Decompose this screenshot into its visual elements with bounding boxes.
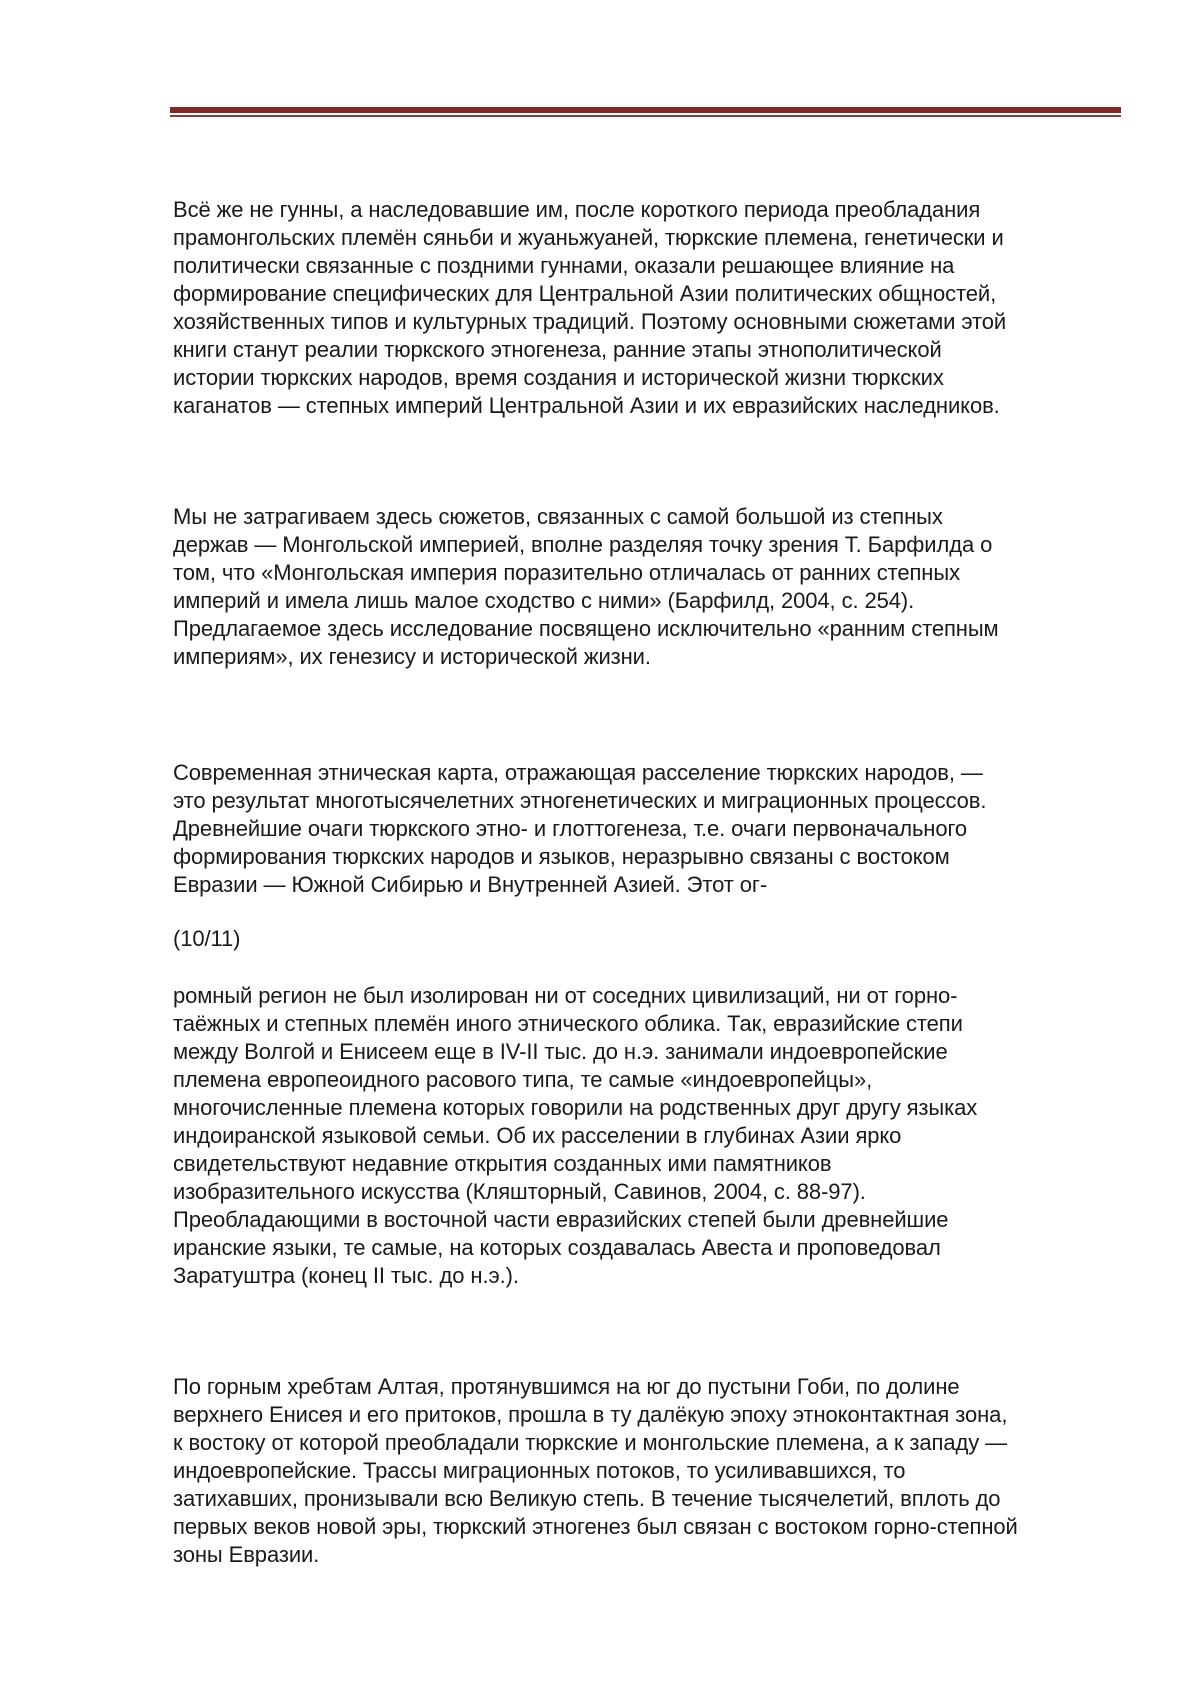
paragraph-5: По горным хребтам Алтая, протянувшимся на юг до пустыни Гоби, по долине верхнего Енисея и его притоков, прошла в ту далёкую эпоху этноконтактная зона, к востоку от которой преобладали тюркские и монгольские племена, а к западу — индоевропейские. Трассы миграционных потоков, то усиливавшихся, то затихавших, пронизывали всю Великую степь. В течение тысячелетий, вплоть до первых веков новой эры, тюркский этногенез был связан с востоком горно-степной зоны Евразии. [173, 1374, 1018, 1567]
paragraph-2: Мы не затрагиваем здесь сюжетов, связанных с самой большой из степных держав — Монгольской империей, вполне разделяя точку зрения Т. Барфилда о том, что «Монгольская империя поразительно отличалась от ранних степных империй и имела лишь малое сходство с ними» (Барфилд, 2004, с. 254). Предлагаемое здесь исследование посвящено исключительно «ранним степным империям», их генезису и исторической жизни. [173, 504, 999, 669]
page-marker: (10/11) [173, 926, 241, 951]
paragraph-4: ромный регион не был изолирован ни от соседних цивилизаций, ни от горно- таёжных и степных племён иного этнического облика. Так, евразийские степи между Волгой и Енисеем еще в IV-II тыс. до н.э. занимали индоевропейские племена европеоидного расового типа, те самые «индоевропейцы», многочисленные племена которых говорили на родственных друг другу языках индоиранской языковой семьи. Об их расселении в глубинах Азии ярко свидетельствуют недавние открытия созданных ими памятников изобразительного искусства (Кляшторный, Савинов, 2004, с. 88-97). Преобладающими в восточной части евразийских степей были древнейшие иранские языки, те самые, на которых создавалась Авеста и проповедовал Заратуштра (конец II тыс. до н.э.). [173, 983, 978, 1288]
header-rule [170, 107, 1121, 118]
header-rule-thick-line [170, 107, 1121, 113]
header-rule-thin-line [170, 115, 1121, 117]
paragraph-3: Современная этническая карта, отражающая расселение тюркских народов, — это результат многотысячелетних этногенетических и миграционных процессов. Древнейшие очаги тюркского этно- и глоттогенеза, т.е. очаги первоначального формирования тюркских народов и языков, неразрывно связаны с востоком Евразии — Южной Сибирью и Внутренней Азией. Этот ог- [173, 760, 987, 897]
paragraph-1: Всё же не гунны, а наследовавшие им, после короткого периода преобладания прамонгольских племён сяньби и жуаньжуаней, тюркские племена, генетически и политически связанные с поздними гуннами, оказали решающее влияние на формирование специфических для Центральной Азии политических общностей, хозяйственных типов и культурных традиций. Поэтому основными сюжетами этой книги станут реалии тюркского этногенеза, ранние этапы этнополитической истории тюркских народов, время создания и исторической жизни тюркских каганатов — степных империй Центральной Азии и их евразийских наследников. [173, 197, 1007, 418]
